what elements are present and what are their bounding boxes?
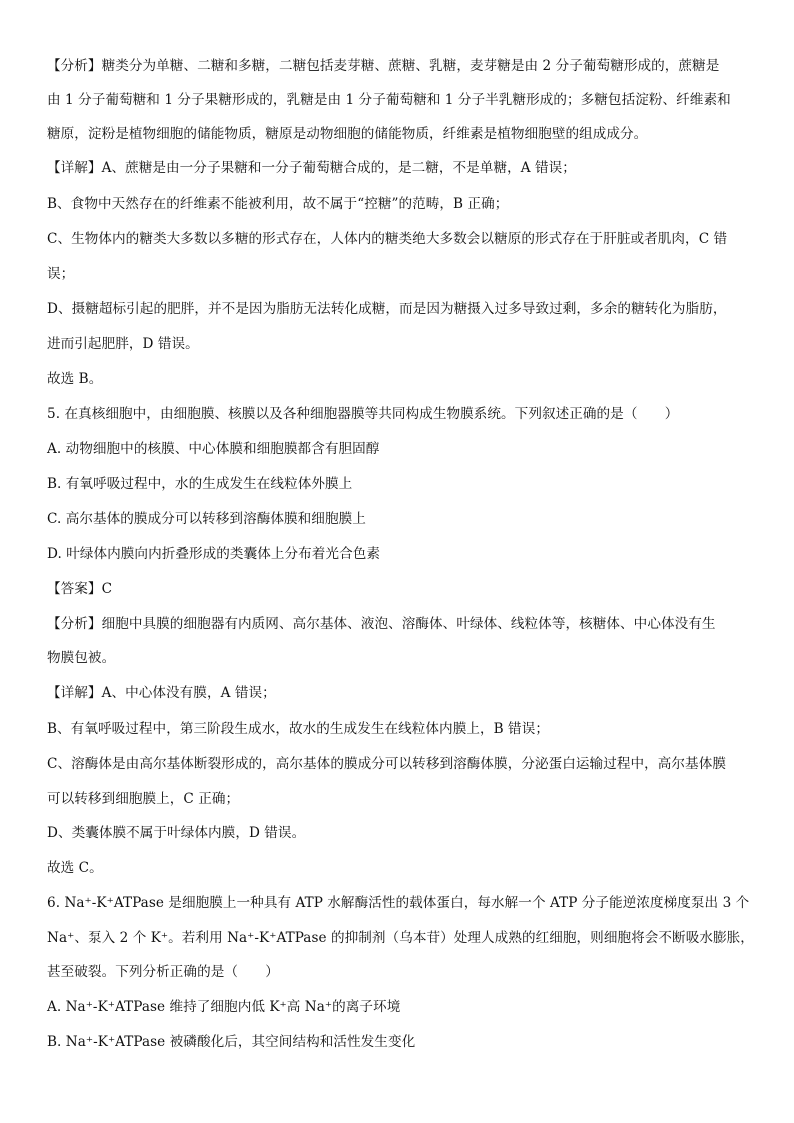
- q5-stem: 5. 在真核细胞中，由细胞膜、核膜以及各种细胞器膜等共同构成生物膜系统。下列叙述正确的是（ ）: [47, 406, 679, 422]
- q4-analysis-line-2: 由 1 分子葡萄糖和 1 分子果糖形成的，乳糖是由 1 分子葡萄糖和 1 分子半乳糖形成的；多糖包括淀粉、纤维素和: [47, 92, 731, 108]
- q5-option-b: B. 有氧呼吸过程中，水的生成发生在线粒体外膜上: [47, 476, 353, 492]
- q4-analysis-label: 【分析】: [47, 58, 102, 74]
- document-page: [47, 0, 754, 1123]
- q5-answer-value: C: [101, 581, 113, 597]
- q5-option-d: D. 叶绿体内膜向内折叠形成的类囊体上分布着光合色素: [47, 546, 381, 562]
- q5-analysis-line-1: 【分析】细胞中具膜的细胞器有内质网、高尔基体、液泡、溶酶体、叶绿体、线粒体等，核糖体、中心体没有生: [47, 616, 716, 632]
- q4-detail-line-5: D、摄糖超标引起的肥胖，并不是因为脂肪无法转化成糖，而是因为糖摄入过多导致过剩，多余的糖转化为脂肪，: [47, 301, 727, 317]
- q5-option-c: C. 高尔基体的膜成分可以转移到溶酶体膜和细胞膜上: [47, 511, 366, 527]
- q4-conclusion: 故选 B。: [47, 371, 103, 387]
- q5-detail-line-5: D、类囊体膜不属于叶绿体内膜，D 错误。: [47, 825, 306, 841]
- q5-detail-line-2: B、有氧呼吸过程中，第三阶段生成水，故水的生成发生在线粒体内膜上，B 错误；: [47, 721, 549, 737]
- q5-conclusion: 故选 C。: [47, 860, 103, 876]
- q5-option-a: A. 动物细胞中的核膜、中心体膜和细胞膜都含有胆固醇: [47, 441, 380, 457]
- q5-detail-label: 【详解】: [47, 685, 102, 701]
- q6-option-b: B. Na⁺-K⁺ATPase 被磷酸化后，其空间结构和活性发生变化: [47, 1034, 416, 1050]
- q4-detail-line-3: C、生物体内的糖类大多数以多糖的形式存在，人体内的糖类绝大多数会以糖原的形式存在于肝脏或者肌肉，C 错: [47, 231, 728, 247]
- q4-detail-line-2: B、食物中天然存在的纤维素不能被利用，故不属于“控糖”的范畴，B 正确；: [47, 196, 509, 212]
- q6-stem-line-1: 6. Na⁺-K⁺ATPase 是细胞膜上一种具有 ATP 水解酶活性的载体蛋白，每水解一个 ATP 分子能逆浓度梯度泵出 3 个: [47, 895, 750, 911]
- q4-detail-line-6: 进而引起肥胖，D 错误。: [47, 336, 199, 352]
- q6-stem-line-3: 甚至破裂。下列分析正确的是（ ）: [47, 964, 279, 980]
- q5-answer-label: 【答案】: [47, 581, 102, 597]
- q5-detail-line-3: C、溶酶体是由高尔基体断裂形成的，高尔基体的膜成分可以转移到溶酶体膜，分泌蛋白运输过程中，高尔基体膜: [47, 756, 726, 772]
- q5-detail-line-1: 【详解】A、中心体没有膜，A 错误；: [47, 685, 276, 701]
- q5-answer: [47, 579, 112, 599]
- q4-analysis-line-3: 糖原，淀粉是植物细胞的储能物质，糖原是动物细胞的储能物质，纤维素是植物细胞壁的组成成分。: [47, 126, 648, 142]
- q5-analysis-line-2: 物膜包被。: [47, 650, 116, 666]
- q5-analysis-label: 【分析】: [47, 616, 102, 632]
- q5-detail-line-4: 可以转移到细胞膜上，C 正确；: [47, 791, 240, 807]
- q4-detail-line-1: 【详解】A、蔗糖是由一分子果糖和一分子葡萄糖合成的，是二糖，不是单糖，A 错误；: [47, 160, 576, 176]
- q6-stem-line-2: Na⁺、泵入 2 个 K⁺。若利用 Na⁺-K⁺ATPase 的抑制剂（乌本苷）处理人成熟的红细胞，则细胞将会不断吸水膨胀，: [47, 930, 754, 946]
- q4-detail-line-4: 误；: [47, 266, 75, 282]
- q4-analysis-line-1: 【分析】糖类分为单糖、二糖和多糖，二糖包括麦芽糖、蔗糖、乳糖，麦芽糖是由 2 分子葡萄糖形成的，蔗糖是: [47, 58, 720, 74]
- q6-option-a: A. Na⁺-K⁺ATPase 维持了细胞内低 K⁺高 Na⁺的离子环境: [47, 999, 401, 1015]
- q4-detail-label: 【详解】: [47, 160, 102, 176]
